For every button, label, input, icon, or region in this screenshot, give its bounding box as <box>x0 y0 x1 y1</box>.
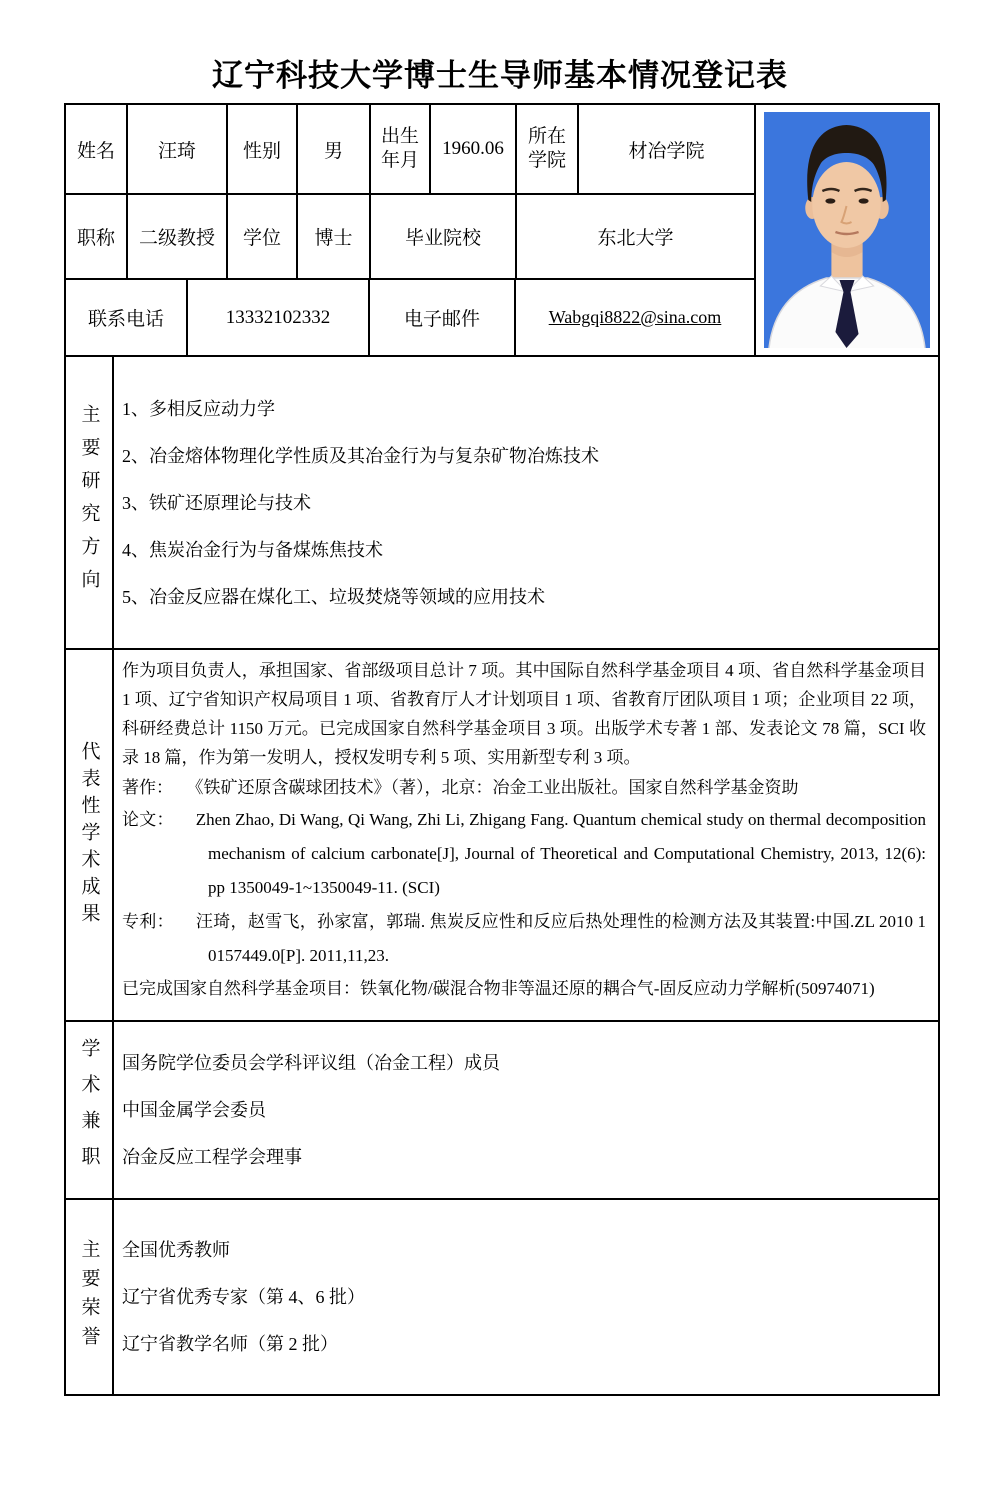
birth-date-label: 出生年月 <box>371 105 431 195</box>
professional-title-value: 二级教授 <box>128 195 228 280</box>
graduated-from-label: 毕业院校 <box>371 195 517 280</box>
research-item: 3、铁矿还原理论与技术 <box>122 492 311 513</box>
gender-label: 性别 <box>228 105 298 195</box>
honors-content <box>114 1200 938 1394</box>
name-label: 姓名 <box>66 105 128 195</box>
paper-entry <box>122 803 926 905</box>
phone-value: 13332102332 <box>188 280 370 355</box>
position-item: 国务院学位委员会学科评议组（冶金工程）成员 <box>122 1053 500 1073</box>
position-item: 中国金属学会委员 <box>122 1100 266 1120</box>
college-value: 材冶学院 <box>579 105 756 195</box>
email-link[interactable]: Wabgqi8822@sina.com <box>548 307 722 327</box>
achievements-summary: 作为项目负责人，承担国家、省部级项目总计 7 项。其中国际自然科学基金项目 4 项、省自然科学基金项目 1 项、辽宁省知识产权局项目 1 项、省教育厅人才计划项目 1 项、省教育厅团队项目 1 项；企业项目 22 项，科研经费总计 1150 万元。已完成国家自然科学基金项目 3 项。出版学术专著 1 部、发表论文 78 篇，SCI 收录 18 篇，作为第一发明人，授权发明专利 5 项、实用新型专利 3 项。 <box>122 661 926 767</box>
info-row-1 <box>66 105 756 195</box>
basic-info-block <box>66 105 938 355</box>
book-entry-label: 著作： <box>122 778 173 797</box>
email-value <box>516 280 756 355</box>
book-entry-text: 《铁矿还原含碳球团技术》（著），北京：冶金工业出版社。国家自然科学基金资助 <box>195 778 799 797</box>
section-research-directions <box>66 355 938 648</box>
basic-info-grid <box>66 105 756 355</box>
academic-positions-label: 学术兼职 <box>66 1022 114 1198</box>
email-label: 电子邮件 <box>370 280 516 355</box>
id-photo <box>764 112 930 348</box>
degree-value: 博士 <box>298 195 371 280</box>
degree-label: 学位 <box>228 195 298 280</box>
patent-entry <box>122 905 926 973</box>
patent-entry-label: 专利： <box>122 912 174 931</box>
birth-date-value: 1960.06 <box>431 105 517 195</box>
info-row-3 <box>66 280 756 355</box>
phone-label: 联系电话 <box>66 280 188 355</box>
honor-item: 全国优秀教师 <box>122 1240 230 1260</box>
position-item: 冶金反应工程学会理事 <box>122 1147 302 1167</box>
research-directions-label: 主要研究方向 <box>66 357 114 648</box>
research-item: 4、焦炭冶金行为与备煤炼焦技术 <box>122 539 383 560</box>
achievements-label: 代表性学术成果 <box>66 650 114 1020</box>
registration-table <box>64 103 940 1396</box>
name-value: 汪琦 <box>128 105 228 195</box>
honors-label: 主要荣誉 <box>66 1200 114 1394</box>
section-achievements <box>66 648 938 1020</box>
patent-entry-text: 汪琦，赵雪飞，孙家富，郭瑞. 焦炭反应性和反应后热处理性的检测方法及其装置:中国.ZL 2010 1 0157449.0[P]. 2011,11,23. <box>195 912 927 965</box>
paper-entry-label: 论文： <box>122 810 174 829</box>
research-item: 2、冶金熔体物理化学性质及其冶金行为与复杂矿物冶炼技术 <box>122 445 599 466</box>
section-academic-positions <box>66 1020 938 1198</box>
info-row-2 <box>66 195 756 280</box>
gender-value: 男 <box>298 105 371 195</box>
paper-entry-text: Zhen Zhao, Di Wang, Qi Wang, Zhi Li, Zhigang Fang. Quantum chemical study on thermal decomposition mechanism of calcium carbonate[J], Journal of Theoretical and Computational Chemistry, 2013, 12(6): pp 1350049-1~1350049-11. (SCI) <box>195 810 926 897</box>
completed-project-line: 已完成国家自然科学基金项目：铁氧化物/碳混合物非等温还原的耦合气-固反应动力学解析(50974071) <box>122 979 875 998</box>
book-entry <box>122 772 926 803</box>
research-item: 1、多相反应动力学 <box>122 398 275 419</box>
research-directions-content <box>114 357 938 648</box>
id-photo-cell <box>756 105 938 355</box>
honor-item: 辽宁省教学名师（第 2 批） <box>122 1334 338 1354</box>
college-label: 所在学院 <box>517 105 579 195</box>
honor-item: 辽宁省优秀专家（第 4、6 批） <box>122 1287 365 1307</box>
section-honors <box>66 1198 938 1394</box>
research-item: 5、冶金反应器在煤化工、垃圾焚烧等领域的应用技术 <box>122 586 545 607</box>
achievements-content <box>114 650 938 1020</box>
graduated-from-value: 东北大学 <box>517 195 756 280</box>
professional-title-label: 职称 <box>66 195 128 280</box>
page-title: 辽宁科技大学博士生导师基本情况登记表 <box>212 58 788 93</box>
academic-positions-content <box>114 1022 938 1198</box>
